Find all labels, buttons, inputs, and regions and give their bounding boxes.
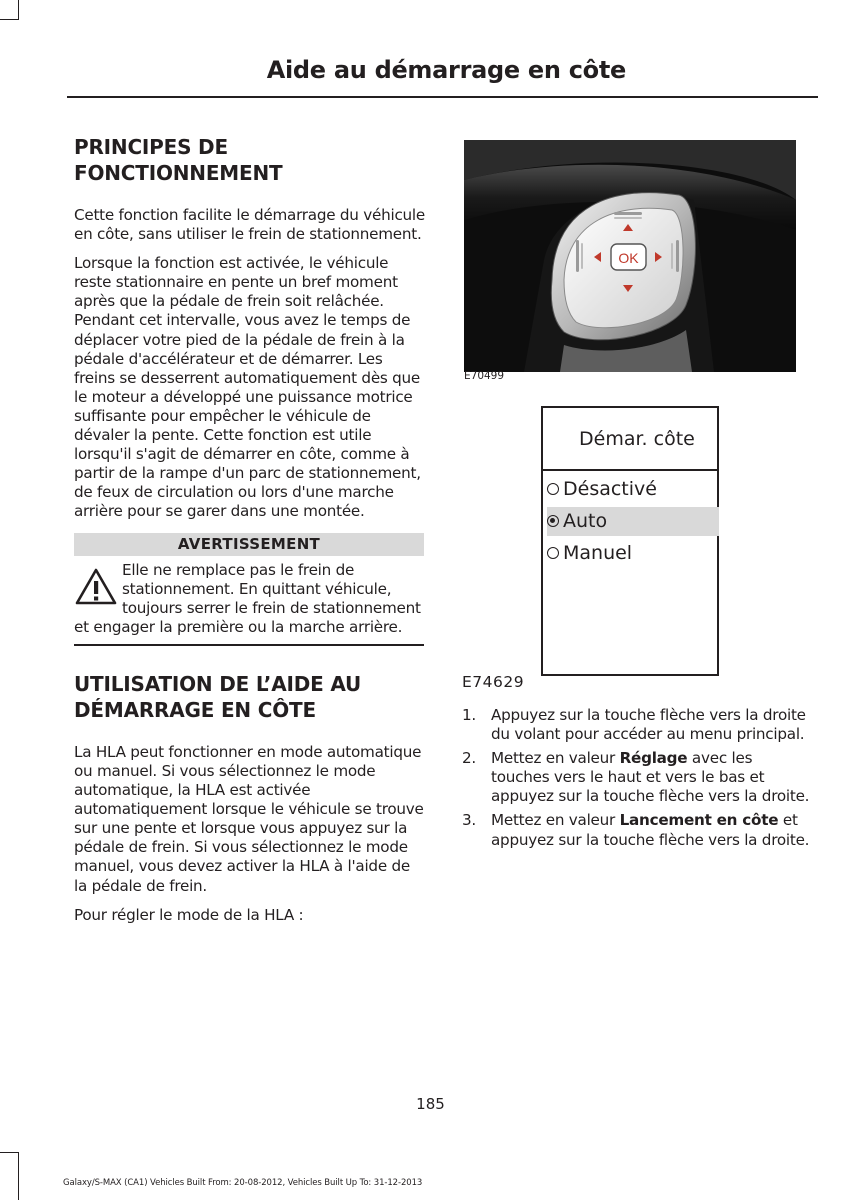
warning-text: Elle ne remplace pas le frein de stationnement. En quittant véhicule, toujours serrer le frein de stationnement et engager la première ou la marche arrière. xyxy=(74,560,421,636)
crop-mark xyxy=(0,1152,19,1153)
warning-body xyxy=(74,561,424,637)
option-label: Désactivé xyxy=(563,478,657,500)
screen-title: Démar. côte xyxy=(579,428,695,450)
crop-mark xyxy=(18,1152,19,1200)
page-number: 185 xyxy=(416,1095,445,1113)
option-label: Auto xyxy=(563,510,608,532)
list-item xyxy=(462,811,814,849)
step-text: et appuyez sur la touche flèche vers la droite. xyxy=(491,811,810,849)
menu-option-auto xyxy=(547,507,719,536)
step-text: avec les touches vers le haut et vers le bas et appuyez sur la touche flèche vers la droite. xyxy=(491,749,810,806)
paragraph: Cette fonction facilite le démarrage du véhicule en côte, sans utiliser le frein de stationnement. xyxy=(74,206,425,244)
warning-triangle-icon xyxy=(74,567,118,607)
figure-label: E74629 xyxy=(462,673,525,691)
page-title: Aide au démarrage en côte xyxy=(266,56,626,84)
step-highlight: Réglage xyxy=(619,749,688,768)
option-label: Manuel xyxy=(563,542,633,564)
figure-label: E70499 xyxy=(464,370,505,382)
paragraph: Lorsque la fonction est activée, le véhicule reste stationnaire en pente un bref moment après que la pédale de frein soit relâchée. Pendant cet intervalle, vous avez le temps de déplacer votre pied de la pédale de frein à la pédale d'accélérateur et de démarrer. Les freins se desserrent automatiquement dès que le moteur a développé une puissance motrice suffisante pour empêcher le véhicule de dévaler la pente. Cette fonction est utile lorsqu'il s'agit de démarrer en côte, comme à partir de la rampe d'un parc de stationnement, de feux de circulation ou lors d'une marche arrière pour se garer dans une montée. xyxy=(74,254,421,521)
step-number: 2. xyxy=(462,749,476,768)
crop-mark xyxy=(0,19,19,20)
step-text: Mettez en valeur xyxy=(491,749,620,768)
step-text: Mettez en valeur xyxy=(491,811,620,830)
radio-icon xyxy=(547,547,559,559)
list-item xyxy=(462,706,814,744)
screen-divider xyxy=(543,469,717,471)
paragraph: La HLA peut fonctionner en mode automatique ou manuel. Si vous sélectionnez le mode automatique, la HLA est activée automatiquement lorsque le véhicule se trouve sur une pente et lorsque vous appuyez sur la pédale de frein. Si vous sélectionnez le mode manuel, vous devez activer la HLA à l'aide de la pédale de frein. xyxy=(74,742,424,895)
menu-option-manuel xyxy=(547,539,719,568)
display-screen xyxy=(541,406,719,676)
section-heading-principles: PRINCIPES DE FONCTIONNEMENT xyxy=(74,135,283,185)
radio-icon xyxy=(547,483,559,495)
footer-text: Galaxy/S-MAX (CA1) Vehicles Built From: 20-08-2012, Vehicles Built Up To: 31-12-2013 xyxy=(63,1178,423,1188)
step-number: 1. xyxy=(462,706,476,724)
paragraph: Pour régler le mode de la HLA : xyxy=(74,905,304,924)
warning-divider xyxy=(74,644,424,646)
ok-button-label: OK xyxy=(618,250,639,266)
menu-option-desactive xyxy=(547,475,719,504)
warning-title: AVERTISSEMENT xyxy=(74,533,424,556)
radio-selected-icon xyxy=(547,515,559,527)
left-column xyxy=(74,134,426,925)
step-text: Appuyez sur la touche flèche vers la droite du volant pour accéder au menu principal. xyxy=(491,706,806,744)
steering-wheel-illustration xyxy=(464,140,796,372)
crop-mark xyxy=(18,0,19,20)
steering-wheel-image xyxy=(464,140,796,372)
step-number: 3. xyxy=(462,811,476,830)
step-highlight: Lancement en côte xyxy=(619,811,779,830)
list-item xyxy=(462,749,814,806)
section-heading-usage: UTILISATION DE L’AIDE AU DÉMARRAGE EN CÔTE xyxy=(74,671,362,722)
steps-list xyxy=(462,706,814,855)
warning-box xyxy=(74,533,424,646)
title-divider xyxy=(67,96,818,98)
